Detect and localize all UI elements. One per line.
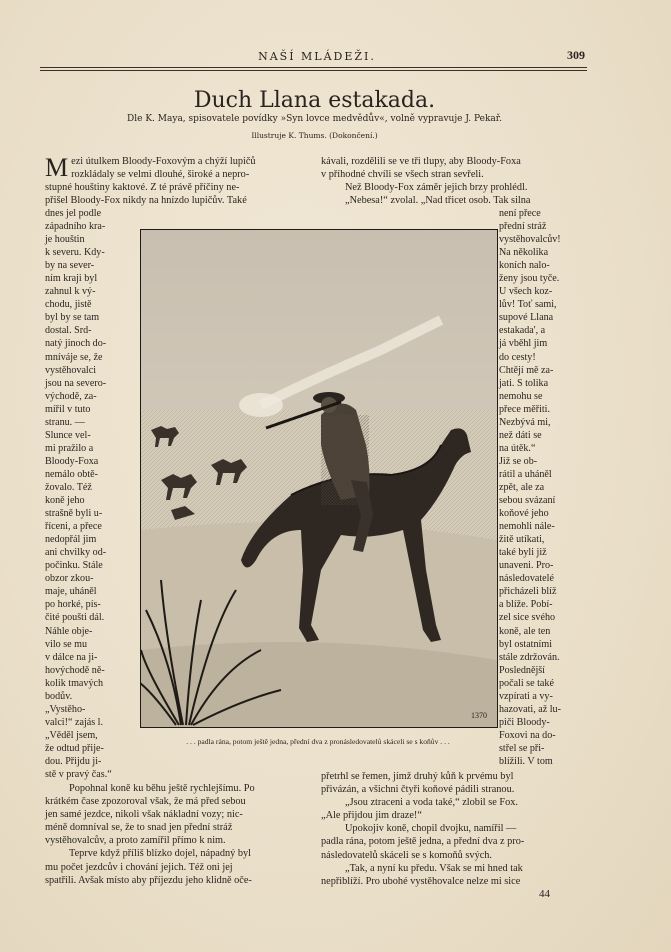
text-line: obzor zkou- — [45, 573, 94, 585]
text-line: jati. S tolika — [499, 377, 549, 389]
illustration-caption: . . . padla rána, potom ještě jedna, přední dva z pronásledovatelů skáceli se s koňův . . . — [186, 737, 450, 746]
text-line: přišel Bloody-Fox nikdy na hnízdo lupičův. Také — [45, 195, 247, 207]
text-line: rozkládaly se velmi dlouhé, široké a nepro- — [71, 169, 250, 181]
text-line: kávali, rozdělili se ve tři tlupy, aby Bloody-Foxa — [321, 156, 521, 167]
text-line: nemohu se — [499, 390, 543, 402]
text-line: stupné houštiny kaktové. Z té právě příčiny ne- — [45, 182, 240, 194]
text-line: Slunce vel- — [45, 429, 91, 441]
text-line: estakada', a — [499, 325, 546, 337]
narrow-left-column — [45, 207, 137, 781]
text-line: nemálo obtě- — [45, 468, 98, 480]
text-line: koních nalo- — [499, 260, 550, 272]
text-line: není přece — [499, 208, 541, 219]
text-line: bodův. — [45, 690, 73, 702]
text-line: v dálce na ji- — [45, 651, 98, 663]
text-line: nedopřál jim — [45, 534, 97, 546]
text-line: Než Bloody-Fox záměr jejich brzy prohlédl. — [345, 182, 528, 194]
text-line: hazovati, až lu- — [499, 703, 561, 715]
text-line: „Vystěho- — [45, 703, 86, 715]
text-line: sebou svázaní — [499, 495, 556, 507]
text-line: koně, ale ten — [499, 625, 551, 637]
text-line: ani chvilky od- — [45, 547, 107, 559]
text-line: střel se při- — [499, 742, 545, 754]
text-line: stě v pravý čas.“ — [45, 769, 112, 781]
text-line: zahnul k vý- — [45, 286, 96, 298]
text-line: „Tak, a nyní ku předu. Však se mi hned tak — [345, 862, 523, 874]
text-line: Náhle obje- — [45, 625, 93, 637]
narrow-right-column — [499, 207, 591, 768]
text-line: mířil v tuto — [45, 403, 91, 415]
text-line: nepřiblíží. Pro ubohé vystěhovalce nelze mi sice — [321, 875, 521, 887]
text-line: by na sever- — [45, 260, 95, 272]
text-line: k severu. Kdy- — [45, 247, 105, 259]
text-line: koně jeho — [45, 495, 85, 507]
text-line: následovatelů skáceli se s komoňů svých. — [321, 849, 493, 861]
text-line: Již se ob- — [499, 455, 538, 467]
text-line: strašně byli u- — [45, 508, 103, 520]
text-line: žovalo. Též — [45, 481, 92, 493]
text-line: Foxovi na do- — [499, 729, 556, 741]
text-line: piči Bloody- — [499, 716, 550, 728]
text-line: supové Llana — [499, 312, 554, 324]
right-column-bottom — [321, 770, 589, 888]
text-line: přivázán, a všichni čtyři koňové pádili stranou. — [321, 784, 515, 796]
text-line: následovatelé — [499, 573, 554, 585]
text-line: ženy jsou tyče. — [499, 273, 560, 285]
illustration-rider — [140, 229, 498, 728]
left-column-bottom — [45, 782, 308, 887]
text-line: přicházeli blíž — [499, 586, 557, 598]
text-line: přední stráž — [499, 221, 547, 233]
illustration-credit: Illustruje K. Thums. (Dokončení.) — [251, 131, 378, 140]
text-line: že odtud přije- — [45, 742, 104, 754]
text-line: přetrhl se řemen, jímž druhý kůň k prvému byl — [321, 771, 514, 782]
text-line: po horké, pís- — [45, 599, 101, 611]
text-line: v příhodné chvíli se všech stran sevřeli. — [321, 169, 484, 181]
text-line: dnes jel podle — [45, 208, 102, 219]
text-line: U všech koz- — [499, 286, 553, 298]
text-line: zpět, ale za — [499, 481, 545, 493]
text-line: „Nebesa!“ zvolal. „Nad třicet osob. Tak silna — [345, 195, 531, 207]
text-line: mi pražilo a — [45, 442, 94, 454]
text-line: valci!“ zajás l. — [45, 716, 104, 728]
text-line: já vběhl jim — [499, 338, 548, 350]
text-line: padla rána, potom ještě jedna, a přední dva z pro- — [321, 836, 525, 848]
text-line: stále zdržován. — [499, 651, 560, 663]
text-line: chodu, jistě — [45, 299, 92, 311]
text-line: mu počet jezdcův i chování jejich. Též oni jej — [45, 861, 233, 873]
right-column-top — [321, 155, 589, 207]
drop-cap: M — [45, 153, 69, 182]
text-line: Na několika — [499, 247, 549, 259]
text-line: hovýchodě ně- — [45, 664, 105, 676]
text-line: na útěk.“ — [499, 442, 536, 454]
article-subtitle: Dle K. Maya, spisovatele povídky »Syn lovce medvědův«, volně vypravuje J. Pekař. — [127, 114, 502, 124]
text-line: ezi útulkem Bloody-Foxovým a chýží lupičů — [71, 156, 256, 167]
text-line: říceni, a přece — [45, 521, 102, 533]
text-line: „Věděl jsem, — [45, 729, 98, 741]
text-line: přece měřiti. — [499, 403, 551, 415]
signature-number: 44 — [539, 888, 550, 900]
text-line: dou. Přijdu ji- — [45, 755, 102, 767]
text-line: vzpírati a vy- — [499, 690, 553, 702]
text-line: počali se také — [499, 677, 554, 689]
text-line: byl by se tam — [45, 312, 100, 324]
text-line: jsou na severo- — [45, 377, 107, 389]
running-head: NAŠÍ MLÁDEŽI. — [258, 50, 376, 63]
text-line: rátil a uháněl — [499, 468, 552, 480]
text-line: „Ale přijdou jim draze!“ — [321, 810, 422, 822]
text-line: vilo se mu — [45, 638, 88, 650]
left-column-top — [45, 155, 308, 207]
text-line: maje, uháněl — [45, 586, 97, 598]
text-line: také byli již — [499, 547, 547, 559]
text-line: vystěhovalci — [45, 364, 97, 376]
text-line: spatřili. Avšak místo aby příjezdu jeho klidně oče- — [45, 874, 252, 886]
text-line: vystěhovalcův! — [499, 234, 561, 246]
header-rule-second — [40, 70, 587, 71]
text-line: stranu. — — [45, 416, 85, 428]
text-line: lův! Toť sami, — [499, 299, 557, 311]
text-line: zel sice svého — [499, 612, 556, 624]
text-line: koňové jeho — [499, 508, 549, 520]
text-line: a blíže. Pobí- — [499, 599, 553, 611]
text-line: žitě utíkati, — [499, 534, 545, 546]
text-line: čité poušti dál. — [45, 612, 105, 624]
text-line: Popohnal koně ku běhu ještě rychlejšímu. Po — [69, 783, 255, 794]
text-line: Poslednější — [499, 664, 545, 676]
text-line: mníváje se, že — [45, 351, 103, 363]
text-line: unaveni. Pro- — [499, 560, 554, 572]
engraving-image — [141, 230, 497, 727]
text-line: byl ostatními — [499, 638, 552, 650]
text-line: Bloody-Foxa — [45, 455, 99, 467]
text-line: počinku. Stále — [45, 560, 103, 572]
text-line: blížili. V tom — [499, 755, 553, 767]
text-line: Upokojiv koně, chopil dvojku, namířil — — [345, 823, 517, 835]
text-line: Nezbývá mi, — [499, 416, 551, 428]
text-line: méně domníval se, že to snad jen přední stráž — [45, 822, 233, 834]
illustration-signature: 1370 — [471, 711, 487, 720]
text-line: kolik tmavých — [45, 677, 104, 689]
text-line: je houštin — [45, 234, 85, 246]
article-title: Duch Llana estakada. — [193, 88, 436, 113]
text-line: krátkém čase zpozoroval však, že má před sebou — [45, 796, 246, 808]
text-line: Chtějí mě za- — [499, 364, 554, 376]
text-line: dostal. Srd- — [45, 325, 92, 337]
text-line: než dáti se — [499, 429, 542, 441]
text-line: jen samé jezdce, nikoli však nákladní vozy; nic- — [45, 809, 243, 821]
text-line: nemohli nále- — [499, 521, 555, 533]
text-line: ním kraji byl — [45, 273, 98, 285]
text-line: Teprve když příliš blízko dojel, nápadný byl — [69, 848, 252, 860]
text-line: západního kra- — [45, 221, 106, 233]
text-line: do cesty! — [499, 351, 536, 363]
text-line: východě, za- — [45, 390, 97, 402]
text-line: natý jinoch do- — [45, 338, 107, 350]
text-line: vystěhovalcův, a proto zamířil přímo k nim. — [45, 835, 226, 847]
header-rule — [40, 67, 587, 68]
page-number: 309 — [567, 48, 585, 62]
text-line: „Jsou ztraceni a voda také,“ zlobil se Fox. — [345, 797, 518, 809]
